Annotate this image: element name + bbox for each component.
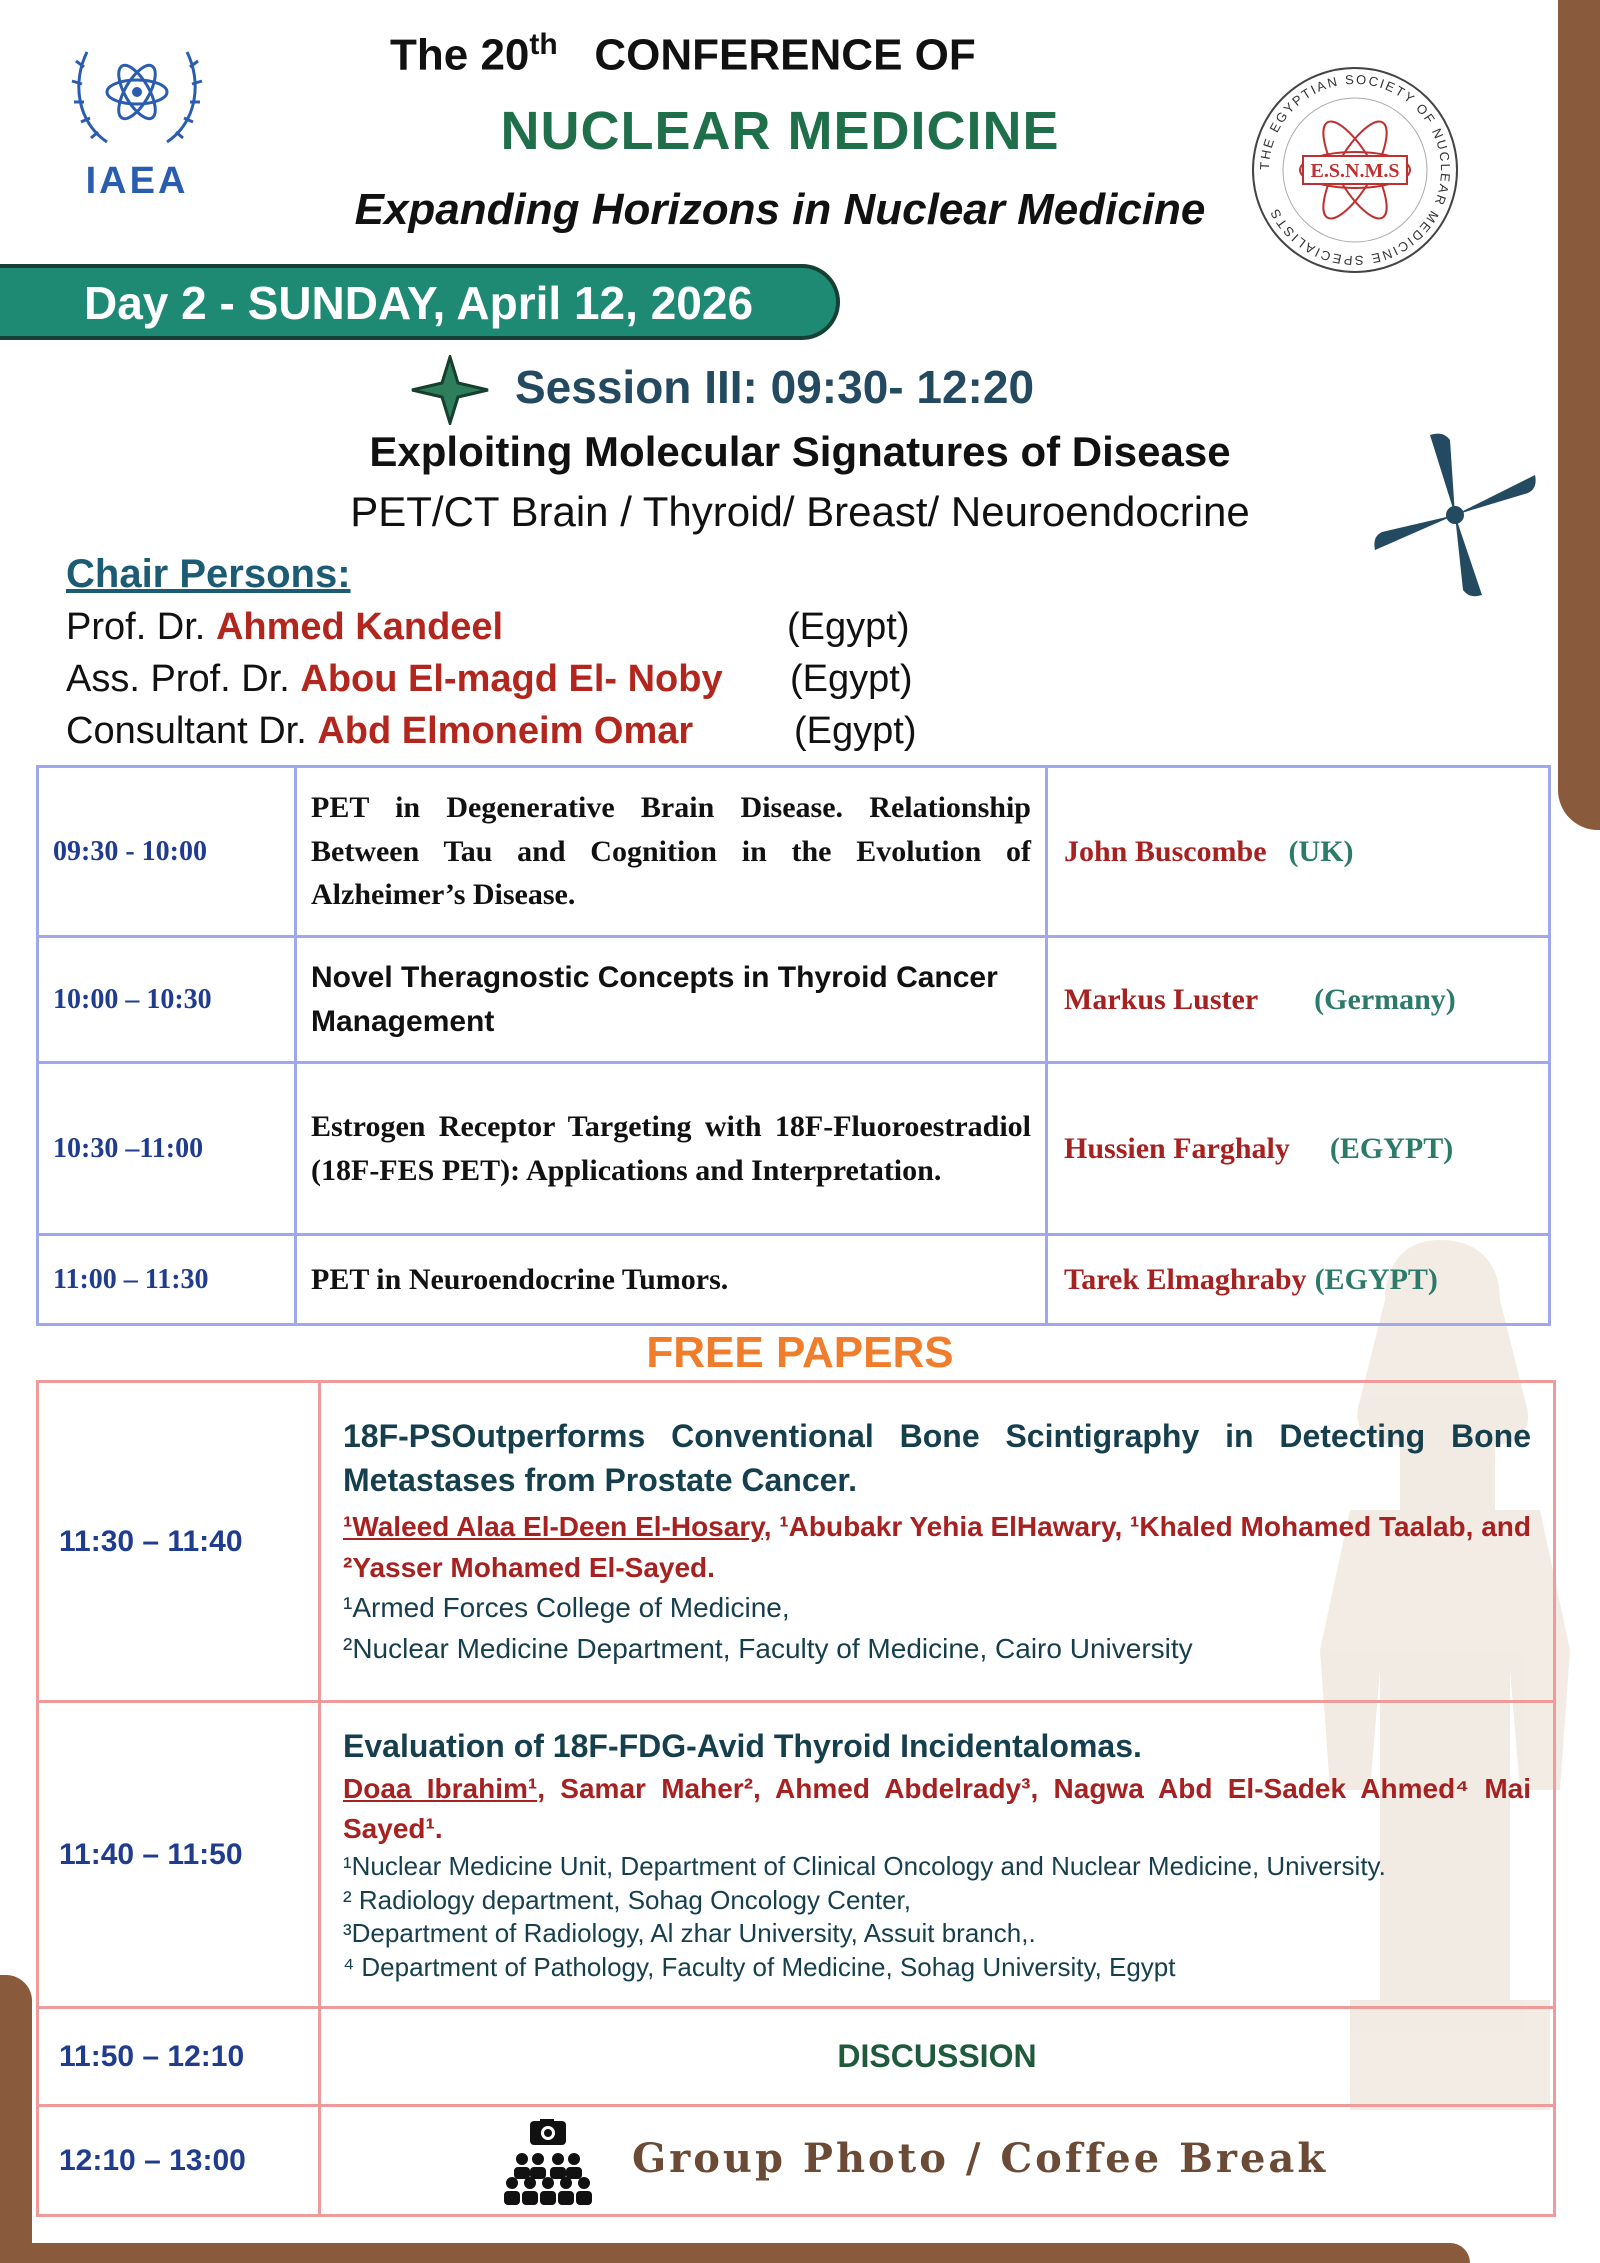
free-papers-table — [36, 1380, 1556, 2217]
discussion-label: DISCUSSION — [320, 2008, 1555, 2106]
chair-persons-heading: Chair Persons: — [66, 552, 351, 596]
affiliation: ² Radiology department, Sohag Oncology Center, — [343, 1884, 912, 1915]
paper-content — [320, 1702, 1555, 2008]
lecture-time: 11:00 – 11:30 — [38, 1235, 296, 1325]
chair-title: Prof. Dr. — [66, 606, 206, 648]
iaea-emblem-icon — [62, 32, 212, 157]
paper-time: 11:30 – 11:40 — [38, 1382, 320, 1702]
day-label: Day 2 - SUNDAY, April 12, 2026 — [84, 277, 754, 329]
chair-country: (Egypt) — [787, 606, 910, 648]
break-time — [38, 2106, 320, 2216]
affiliation: ⁴ Department of Pathology, Faculty of Medicine, Sohag University, Egypt — [343, 1952, 1176, 1983]
table-row — [38, 937, 1550, 1063]
table-row — [38, 2008, 1555, 2106]
title-suffix: CONFERENCE OF — [594, 30, 976, 80]
affiliation: ¹Nuclear Medicine Unit, Department of Clinical Oncology and Nuclear Medicine, University. — [343, 1850, 1386, 1881]
lecture-topic: PET in Degenerative Brain Disease. Relationship Between Tau and Cognition in the Evolution of Alzheimer’s Disease. — [296, 767, 1047, 937]
conference-tagline: Expanding Horizons in Nuclear Medicine — [354, 185, 1206, 234]
table-row — [38, 1702, 1555, 2008]
break-cell — [320, 2106, 1555, 2216]
co-authors: , Samar Maher², Ahmed Abdelrady³, Nagwa Abd El-Sadek Ahmed⁴ Mai Sayed¹. — [343, 1772, 1532, 1845]
speaker-name: Hussien Farghaly — [1064, 1131, 1290, 1165]
lecture-topic: Estrogen Receptor Targeting with 18F-Fluoroestradiol (18F-FES PET): Applications and Interpretation. — [296, 1063, 1047, 1235]
chair-title: Ass. Prof. Dr. — [66, 658, 290, 700]
paper-title: 18F-PSOutperforms Conventional Bone Scintigraphy in Detecting Bone Metastases from Prostate Cancer. — [343, 1417, 1531, 1499]
break-label: Group Photo / Coffee Break — [632, 2134, 1329, 2182]
lectures-table — [36, 765, 1551, 1326]
iaea-logo-text: IAEA — [85, 160, 189, 202]
session-title: Session III: 09:30- 12:20 — [515, 361, 1035, 413]
presenting-author: Doaa Ibrahim¹ — [343, 1772, 538, 1804]
lecture-speaker-cell — [1047, 1063, 1550, 1235]
free-papers-heading: FREE PAPERS — [646, 1328, 954, 1377]
title-ordinal: th — [529, 28, 558, 61]
chair-country: (Egypt) — [790, 658, 913, 700]
paper-content — [320, 1382, 1555, 1702]
speaker-country: (UK) — [1288, 834, 1354, 868]
discussion-time: 11:50 – 12:10 — [38, 2008, 320, 2106]
svg-text:E.S.N.M.S: E.S.N.M.S — [1310, 160, 1400, 182]
paper-time: 11:40 – 11:50 — [38, 1702, 320, 2008]
break-time-text: 12:10 – 13:00 — [59, 2143, 246, 2177]
chair-name: Ahmed Kandeel — [215, 606, 504, 648]
table-row — [38, 1235, 1550, 1325]
speaker-name: Tarek Elmaghraby — [1064, 1262, 1307, 1296]
speaker-name: John Buscombe — [1064, 834, 1267, 868]
affiliation: ³Department of Radiology, Al zhar University, Assuit branch,. — [343, 1918, 1036, 1949]
paper-title: Evaluation of 18F-FDG-Avid Thyroid Incidentalomas. — [343, 1727, 1142, 1764]
speaker-country: (EGYPT) — [1314, 1262, 1438, 1296]
conference-edition-title — [390, 28, 1290, 81]
decorative-bar-bottom — [0, 2243, 1470, 2263]
paper-authors — [343, 1769, 1531, 1850]
table-row — [38, 767, 1550, 937]
table-row — [38, 2106, 1555, 2216]
table-row — [38, 1063, 1550, 1235]
svg-text:THE EGYPTIAN SOCIETY OF NUCLEA: THE EGYPTIAN SOCIETY OF NUCLEAR MEDICINE SPECIALISTS — [1256, 71, 1454, 269]
presenting-author: ¹Waleed Alaa El-Deen El-Hosary, — [343, 1511, 772, 1543]
decorative-bar-left — [0, 1975, 32, 2263]
lecture-topic: Novel Theragnostic Concepts in Thyroid Cancer Management — [296, 937, 1047, 1063]
lecture-topic: PET in Neuroendocrine Tumors. — [296, 1235, 1047, 1325]
lecture-time: 10:00 – 10:30 — [38, 937, 296, 1063]
chair-name: Abd Elmoneim Omar — [317, 710, 694, 752]
chair-country: (Egypt) — [794, 710, 917, 752]
propeller-decoration-icon — [1370, 430, 1540, 600]
lecture-speaker-cell — [1047, 767, 1550, 937]
paper-authors — [343, 1507, 1531, 1588]
speaker-name: Markus Luster — [1064, 982, 1259, 1016]
affiliation: ¹Armed Forces College of Medicine, — [343, 1592, 790, 1624]
lecture-time: 09:30 - 10:00 — [38, 767, 296, 937]
chair-title: Consultant Dr. — [66, 710, 307, 752]
session-subtitle: Exploiting Molecular Signatures of Disease — [369, 428, 1231, 475]
co-authors: ¹Abubakr Yehia ElHawary, ¹Khaled Mohamed Taalab, and ²Yasser Mohamed El-Sayed. — [343, 1511, 1532, 1583]
group-photo-icon — [502, 2119, 594, 2205]
speaker-country: (EGYPT) — [1329, 1131, 1454, 1165]
speaker-country: (Germany) — [1314, 982, 1456, 1016]
conference-main-title: NUCLEAR MEDICINE — [500, 101, 1060, 161]
title-prefix: The 20 — [390, 30, 530, 80]
table-row — [38, 1382, 1555, 1702]
lecture-speaker-cell — [1047, 1235, 1550, 1325]
lecture-time: 10:30 –11:00 — [38, 1063, 296, 1235]
session-topics: PET/CT Brain / Thyroid/ Breast/ Neuroendocrine — [350, 488, 1250, 535]
four-point-star-icon — [410, 355, 490, 425]
affiliation: ²Nuclear Medicine Department, Faculty of Medicine, Cairo University — [343, 1632, 1193, 1664]
chair-name: Abou El-magd El- Noby — [300, 658, 723, 700]
decorative-bar-right — [1558, 0, 1600, 830]
lecture-speaker-cell — [1047, 937, 1550, 1063]
esnms-seal-logo — [1245, 60, 1465, 280]
